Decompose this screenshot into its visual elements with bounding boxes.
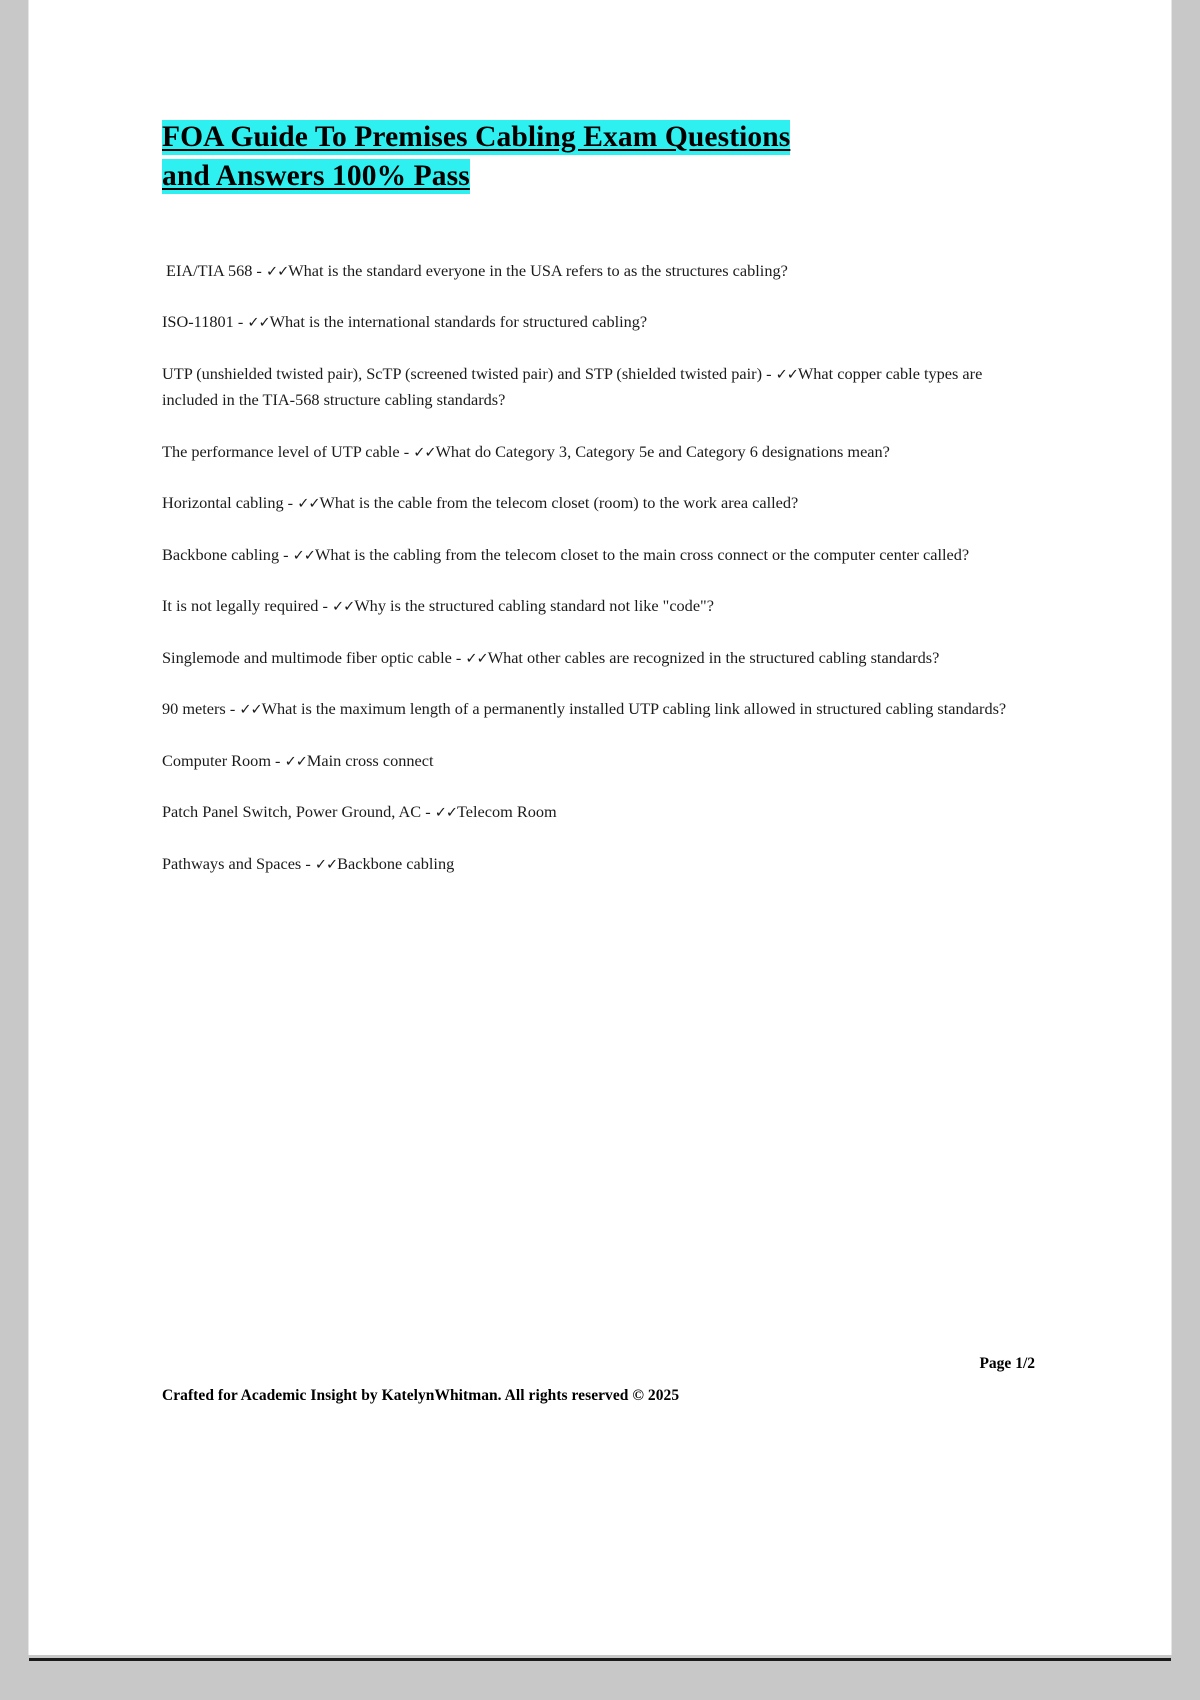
list-item: UTP (unshielded twisted pair), ScTP (screened twisted pair) and STP (shielded twisted pair) - ✓✓What copper cable types are included in the TIA-568 structure cabling standards? — [162, 363, 983, 410]
page-bottom-rule — [29, 1658, 1171, 1661]
credit-line: Crafted for Academic Insight by KatelynWhitman. All rights reserved © 2025 — [162, 1387, 680, 1404]
list-item: EIA/TIA 568 - ✓✓What is the standard everyone in the USA refers to as the structures cabling? — [166, 260, 788, 280]
list-item: Pathways and Spaces - ✓✓Backbone cabling — [162, 853, 455, 873]
page-bottom-strip — [0, 1655, 1200, 1700]
page-title-line-1: FOA Guide To Premises Cabling Exam Questions — [162, 121, 791, 153]
list-item: It is not legally required - ✓✓Why is the structured cabling standard not like "code"? — [162, 596, 714, 616]
list-item: Singlemode and multimode fiber optic cable - ✓✓What other cables are recognized in the structured cabling standards? — [162, 647, 940, 667]
list-item: Patch Panel Switch, Power Ground, AC - ✓✓Telecom Room — [162, 802, 557, 822]
page-content — [162, 0, 1038, 1655]
list-item: ISO-11801 - ✓✓What is the international standards for structured cabling? — [162, 312, 648, 332]
list-item: Backbone cabling - ✓✓What is the cabling from the telecom closet to the main cross connect or the computer center called? — [162, 544, 970, 564]
page-number: Page 1/2 — [979, 1355, 1035, 1372]
list-item: Horizontal cabling - ✓✓What is the cable from the telecom closet (room) to the work area called? — [162, 493, 799, 513]
page-title — [162, 0, 1038, 196]
list-item: The performance level of UTP cable - ✓✓What do Category 3, Category 5e and Category 6 designations mean? — [162, 441, 890, 461]
qa-list — [162, 258, 1038, 877]
document-page — [29, 0, 1171, 1655]
page-footer — [162, 1355, 1038, 1405]
list-item: 90 meters - ✓✓What is the maximum length of a permanently installed UTP cabling link allowed in structured cabling standards? — [162, 699, 1007, 719]
list-item: Computer Room - ✓✓Main cross connect — [162, 750, 434, 770]
page-title-line-2: and Answers 100% Pass — [162, 159, 470, 192]
